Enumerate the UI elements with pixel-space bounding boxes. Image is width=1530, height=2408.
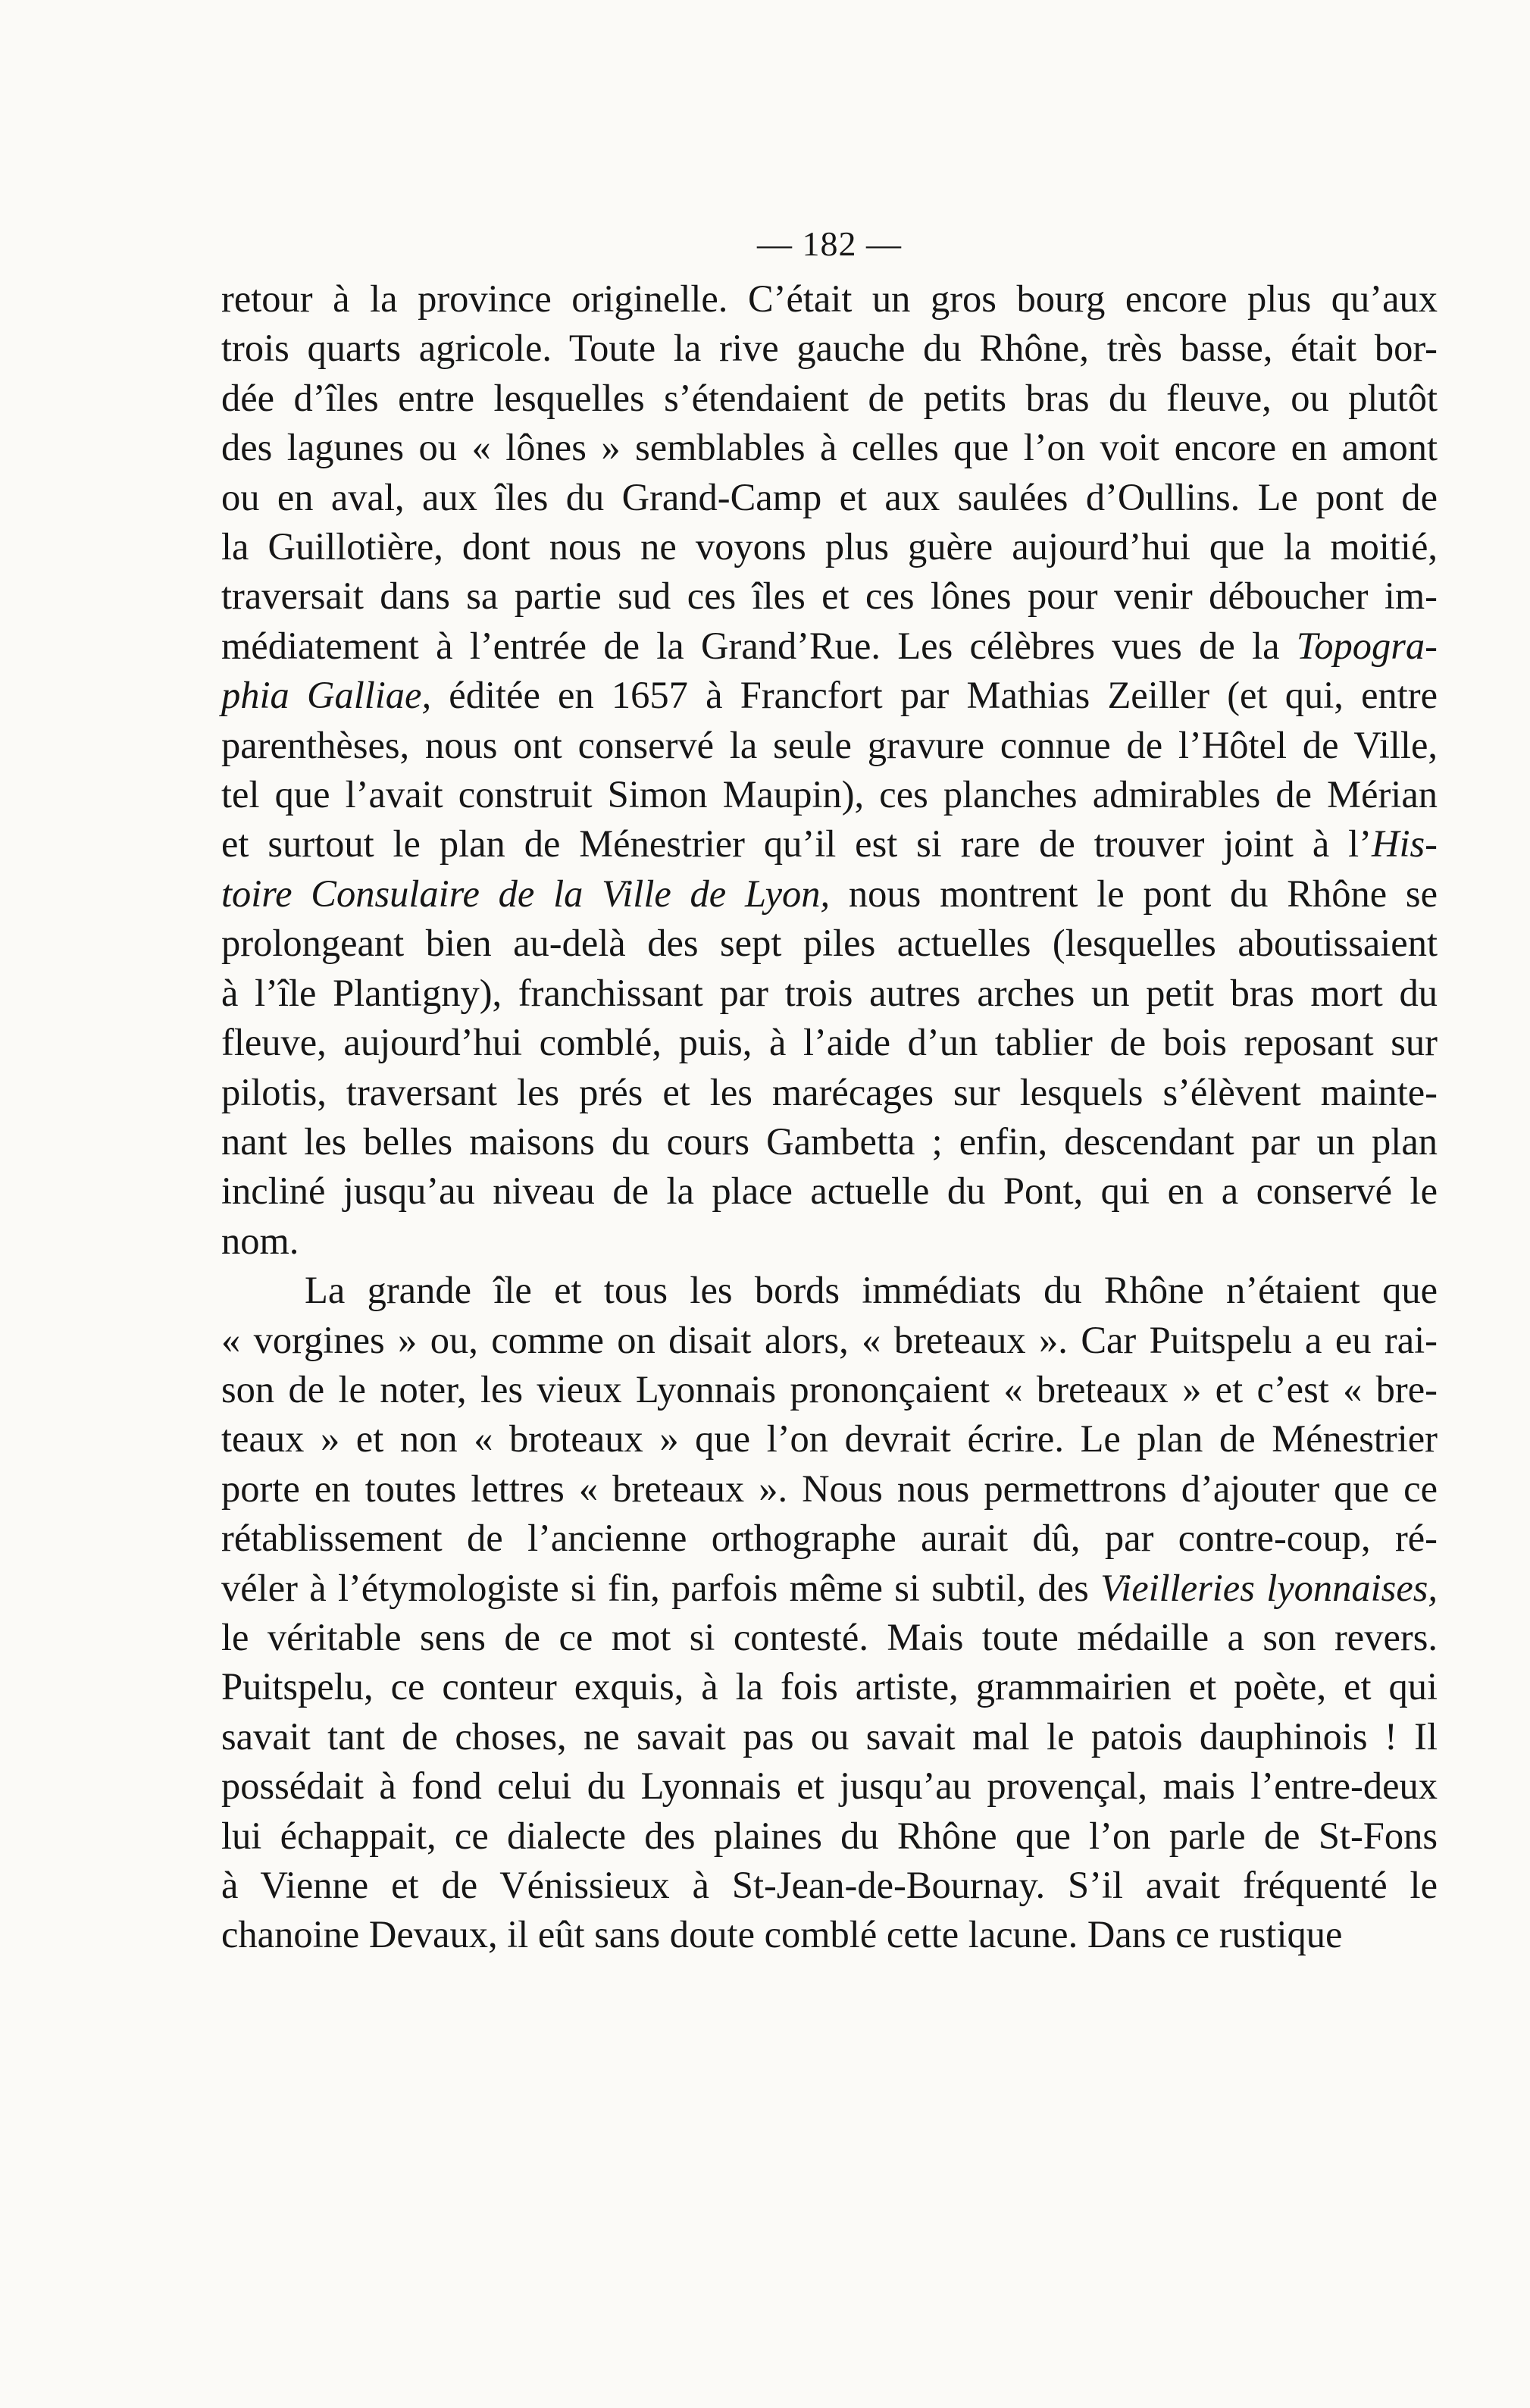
text-line [221,1761,1438,1811]
text-segment: fleuve, aujourd’hui comblé, puis, à l’aide d’un tablier de bois reposant sur [221,1021,1438,1064]
text-line [221,374,1438,423]
text-line [221,1166,1438,1216]
text-segment: parenthèses, nous ont conservé la seule gravure connue de l’Hôtel de Ville, [221,723,1438,766]
text-line [221,423,1438,472]
text-line [221,1811,1438,1861]
text-segment: tel que l’avait construit Simon Maupin), ces planches admirables de Mérian [221,773,1438,816]
text-line [221,1910,1438,1959]
text-line [221,1613,1438,1662]
text-line [221,1861,1438,1910]
text-segment: médiatement à l’entrée de la Grand’Rue. Les célèbres vues de la [221,624,1297,667]
text-segment: éditée en 1657 à Francfort par Mathias Zeiller (et qui, entre [431,674,1438,717]
text-segment: retour à la province originelle. C’était un gros bourg encore plus qu’aux [221,277,1438,320]
text-line [221,1564,1438,1613]
text-segment: La grande île et tous les bords immédiats du Rhône n’étaient que [305,1269,1438,1312]
text-segment: savait tant de choses, ne savait pas ou savait mal le patois dauphinois ! Il [221,1714,1438,1758]
text-segment: possédait à fond celui du Lyonnais et jusqu’au provençal, mais l’entre-deux [221,1765,1438,1808]
document-page [221,221,1438,1960]
italic-text: toire Consulaire de la Ville de Lyon, [221,872,831,915]
text-segment: lui échappait, ce dialecte des plaines du Rhône que l’on parle de St-Fons [221,1814,1438,1857]
text-line [221,721,1438,770]
text-line [221,1662,1438,1711]
text-line [221,1068,1438,1117]
text-segment: nous montrent le pont du Rhône se [830,872,1438,915]
text-line [221,1514,1438,1563]
text-line [221,473,1438,522]
text-segment: véler à l’étymologiste si fin, parfois même si subtil, des [221,1566,1101,1609]
paragraph-1 [221,274,1438,1266]
text-segment: incliné jusqu’au niveau de la place actuelle du Pont, qui en a conservé le [221,1170,1438,1213]
text-line [221,1365,1438,1414]
italic-text: phia Galliae, [221,674,432,717]
text-line [221,1217,1438,1266]
text-line [221,819,1438,869]
text-segment: nant les belles maisons du cours Gambetta ; enfin, descendant par un plan [221,1119,1438,1163]
text-line [221,1712,1438,1761]
text-line [221,1464,1438,1514]
text-segment: son de le noter, les vieux Lyonnais prononçaient « breteaux » et c’est « bre- [221,1367,1438,1411]
text-line [221,274,1438,324]
text-segment: dée d’îles entre lesquelles s’étendaient de petits bras du fleuve, ou plutôt [221,376,1438,419]
text-line [221,869,1438,919]
text-line [221,969,1438,1018]
text-line [221,919,1438,968]
text-line [221,324,1438,373]
text-line [221,770,1438,819]
text-segment: ou en aval, aux îles du Grand-Camp et aux saulées d’Oullins. Le pont de [221,475,1438,518]
text-segment: « vorgines » ou, comme on disait alors, « breteaux ». Car Puitspelu a eu rai- [221,1318,1438,1361]
text-segment: à Vienne et de Vénissieux à St-Jean-de-Bournay. S’il avait fréquenté le [221,1864,1438,1906]
text-segment: des lagunes ou « lônes » semblables à celles que l’on voit encore en amont [221,426,1438,469]
text-segment: nom. [221,1219,299,1262]
text-segment: Puitspelu, ce conteur exquis, à la fois artiste, grammairien et poète, et qui [221,1665,1438,1708]
text-line [221,671,1438,720]
italic-text: His- [1372,822,1438,866]
text-segment: trois quarts agricole. Toute la rive gauche du Rhône, très basse, était bor- [221,327,1438,370]
italic-text: Topogra- [1296,624,1438,667]
text-segment: pilotis, traversant les prés et les marécages sur lesquels s’élèvent mainte- [221,1070,1438,1113]
text-segment: traversait dans sa partie sud ces îles et ces lônes pour venir déboucher im- [221,575,1438,618]
text-segment: à l’île Plantigny), franchissant par trois autres arches un petit bras mort du [221,971,1438,1014]
text-segment: la Guillotière, dont nous ne voyons plus guère aujourd’hui que la moitié, [221,525,1438,568]
text-segment: chanoine Devaux, il eût sans doute comblé cette lacune. Dans ce rustique [221,1913,1343,1956]
text-line [221,1266,1438,1315]
text-line [221,522,1438,571]
text-line [221,1414,1438,1464]
text-line [221,622,1438,671]
text-line [221,1018,1438,1067]
text-segment: le véritable sens de ce mot si contesté. Mais toute médaille a son revers. [221,1615,1438,1658]
paragraph-2 [221,1266,1438,1960]
text-segment: teaux » et non « broteaux » que l’on devrait écrire. Le plan de Ménestrier [221,1417,1438,1461]
text-segment: porte en toutes lettres « breteaux ». Nous nous permettrons d’ajouter que ce [221,1467,1438,1510]
text-segment: prolongeant bien au-delà des sept piles actuelles (lesquelles aboutissaient [221,922,1438,965]
page-number: — 182 — [757,224,902,263]
text-line [221,1316,1438,1365]
italic-text: Vieilleries lyonnaises, [1100,1566,1438,1609]
text-segment: rétablissement de l’ancienne orthographe aurait dû, par contre-coup, ré- [221,1517,1438,1560]
text-line [221,571,1438,621]
text-segment: et surtout le plan de Ménestrier qu’il est si rare de trouver joint à l’ [221,822,1372,866]
text-line [221,1117,1438,1166]
